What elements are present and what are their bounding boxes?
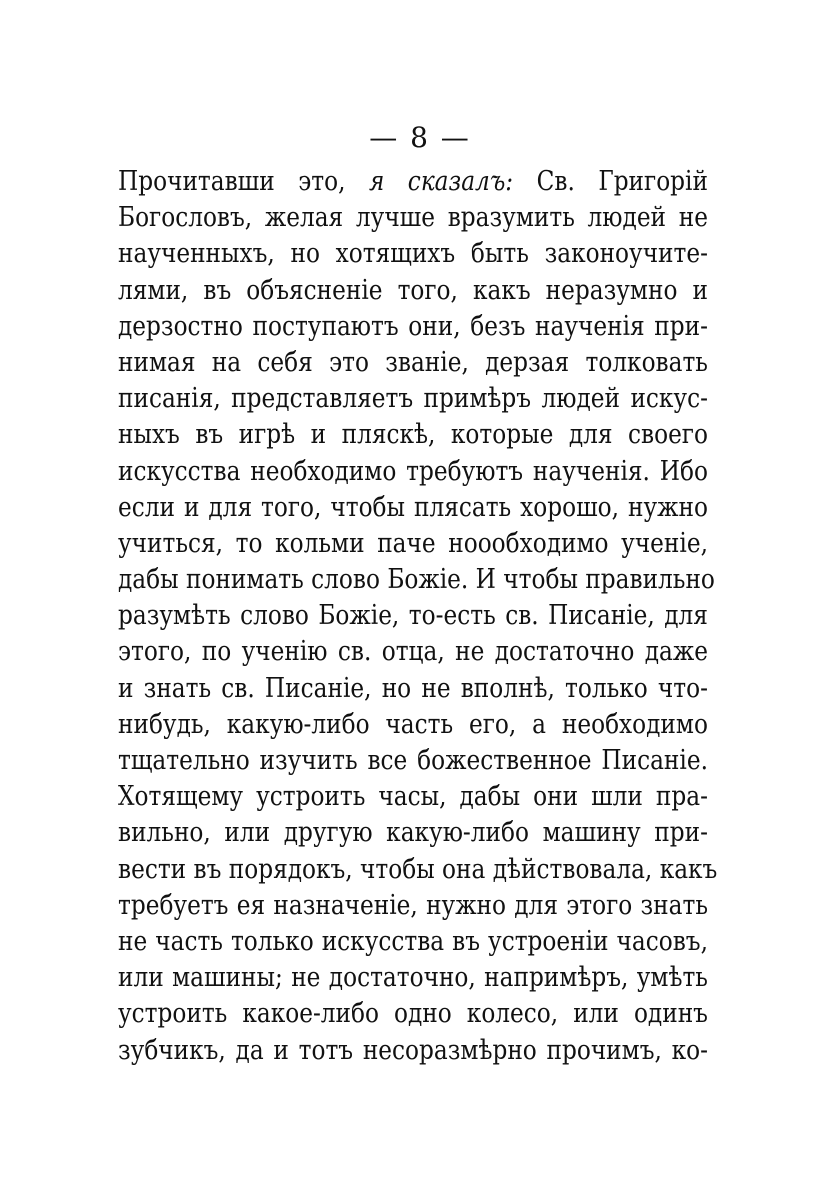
text-line: требуетъ ея назначеніе, нужно для этого знать	[118, 889, 708, 921]
page-number: — 8 —	[369, 121, 471, 154]
italic-phrase: я сказалъ:	[368, 166, 514, 197]
text-line: если и для того, чтобы плясать хорошо, нужно	[118, 491, 708, 523]
text-line: вильно, или другую какую-либо машину при-	[118, 817, 708, 849]
text-line: искусства необходимо требуютъ наученія. Ибо	[118, 455, 708, 487]
text-line: лями, въ объясненіе того, какъ неразумно и	[118, 274, 708, 306]
body-text	[118, 164, 718, 1069]
text-line: и знать св. Писаніе, но не вполнѣ, только что-	[118, 672, 708, 704]
text-line: ныхъ въ игрѣ и пляскѣ, которые для своего	[118, 419, 708, 451]
text-line: дерзостно поступаютъ они, безъ наученія при-	[118, 310, 708, 342]
text-line: или машины; не достаточно, напримѣръ, умѣть	[118, 962, 708, 994]
text-line-end: Св. Григорій	[513, 166, 708, 197]
text-line: разумѣть слово Божіе, то-есть св. Писаніе, для	[118, 600, 708, 632]
text-line: Богословъ, желая лучше вразумить людей не	[118, 202, 708, 234]
text-line	[118, 164, 708, 200]
text-line: вести въ порядокъ, чтобы она дѣйствовала, какъ	[118, 853, 718, 885]
text-line: дабы понимать слово Божіе. И чтобы правильно	[118, 564, 715, 596]
text-line: Хотящему устроить часы, дабы они шли пра-	[118, 781, 708, 813]
text-line: нибудь, какую-либо часть его, а необходимо	[118, 708, 708, 740]
text-line: тщательно изучить все божественное Писаніе.	[118, 745, 708, 776]
text-line: устроить какое-либо одно колесо, или одинъ	[118, 998, 708, 1030]
text-line: зубчикъ, да и тотъ несоразмѣрно прочимъ, ко-	[118, 1034, 708, 1066]
text-line: наученныхъ, но хотящихъ быть законоучите-	[118, 238, 708, 270]
text-line: писанія, представляетъ примѣръ людей искус-	[118, 383, 708, 415]
text-line-start: Прочитавши это,	[118, 166, 369, 197]
text-line: нимая на себя это званіе, дерзая толковать	[118, 346, 708, 378]
text-line: этого, по ученію св. отца, не достаточно даже	[118, 636, 708, 668]
text-line: не часть только искусства въ устроеніи часовъ,	[118, 925, 708, 957]
text-line: учиться, то кольми паче ноообходимо ученіе,	[118, 527, 708, 559]
